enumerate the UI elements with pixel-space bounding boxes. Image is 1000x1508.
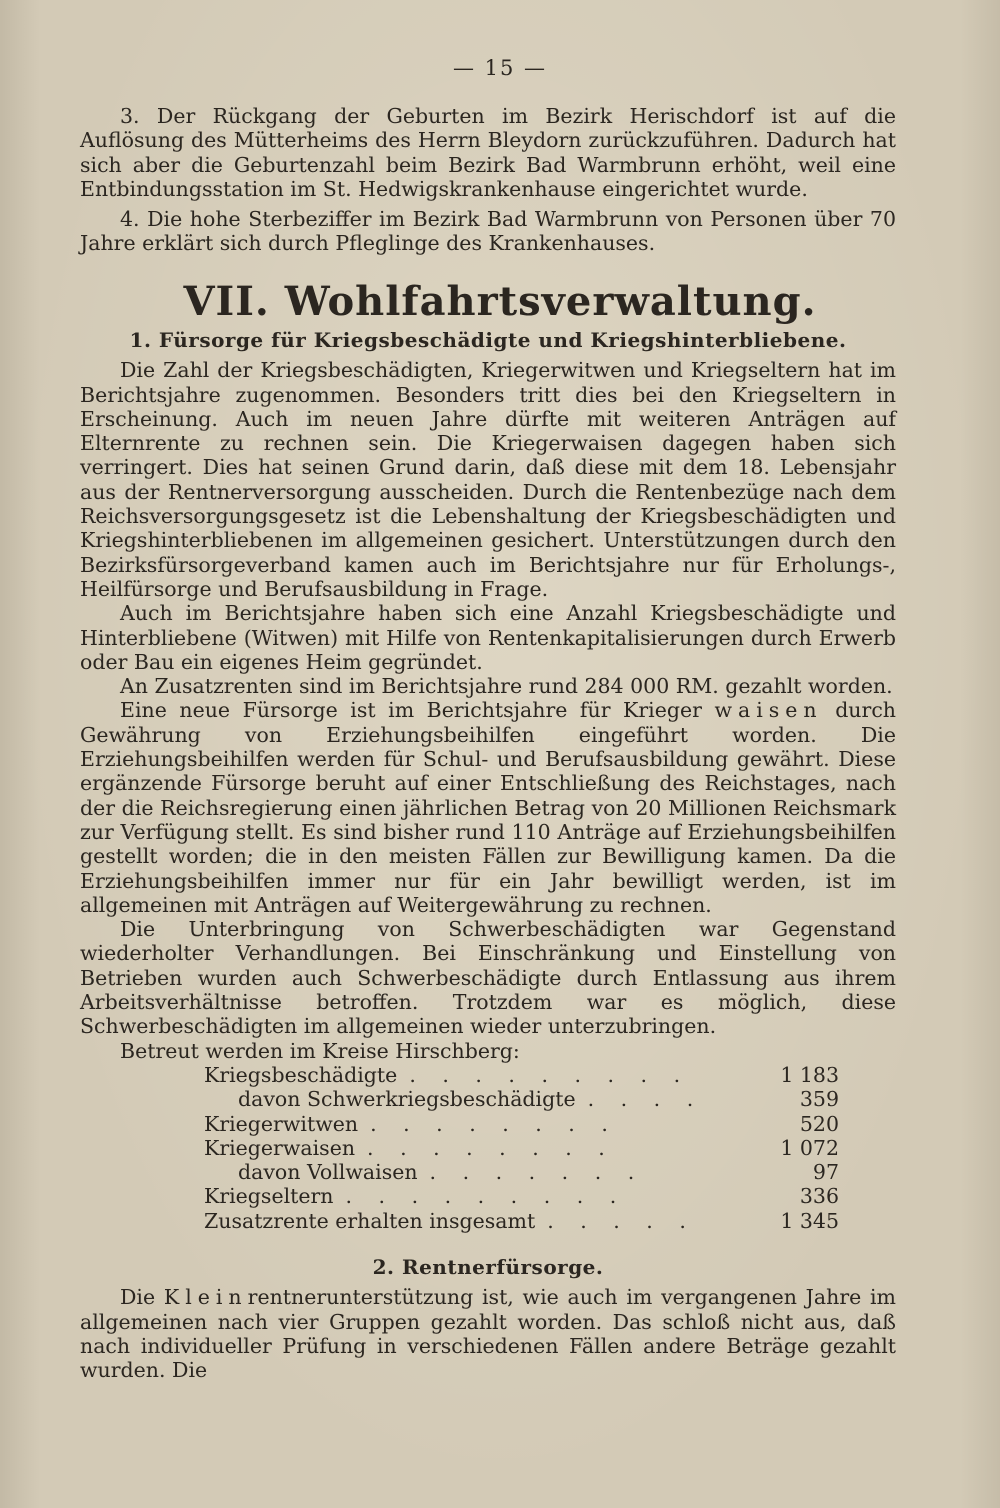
- row-label: Kriegsbeschädigte: [204, 1062, 398, 1087]
- row-value: 97: [812, 1160, 839, 1185]
- page-number: — 15 —: [452, 56, 548, 80]
- table-row: [204, 1136, 839, 1160]
- row-value: 336: [799, 1184, 839, 1209]
- row-label: Kriegseltern: [204, 1184, 334, 1209]
- row-label-cell: [204, 1160, 759, 1184]
- leader-dots: . . . .: [587, 1087, 704, 1112]
- statistics-table: [204, 1063, 839, 1233]
- leader-dots: . . . . . . . .: [370, 1111, 618, 1136]
- leader-dots: . . . . . . . . .: [345, 1184, 627, 1209]
- leader-dots: . . . . . . . . .: [409, 1062, 691, 1087]
- paragraph-3: 3. Der Rückgang der Geburten im Bezirk Herischdorf ist auf die Auflösung des Mütterheims des Herrn Bleydorn zurückzuführen. Dadurch hat sich aber die Geburtenzahl beim Bezirk Bad Warmbrunn erhöht, weil eine Entbindungsstation im St. Hedwigskrankenhause eingerichtet wurde.: [80, 104, 896, 201]
- emphasized-word: waisen: [714, 698, 823, 723]
- row-label-cell: [204, 1063, 759, 1087]
- paragraph-schwerbeschaedigte: Die Unterbringung von Schwerbeschädigten war Gegenstand wiederholter Verhandlungen. Bei Einschränkung und Einstellung von Betrieben wurden auch Schwerbeschädigte durch Entlassung aus ihrem Arbeitsverhältnisse betroffen. Trotzdem war es möglich, diese Schwerbeschädigten im allgemeinen wieder unterzubringen.: [80, 917, 896, 1039]
- leader-dots: . . . . . . .: [429, 1160, 645, 1185]
- row-value: 1 072: [780, 1135, 839, 1160]
- row-label: Kriegerwaisen: [204, 1135, 356, 1160]
- row-label-cell: [204, 1209, 759, 1233]
- row-value: 1 345: [780, 1208, 839, 1233]
- table-row: [204, 1063, 839, 1087]
- leader-dots: . . . . . . . .: [367, 1135, 615, 1160]
- top-paragraphs: [80, 104, 896, 256]
- row-label-cell: [204, 1087, 759, 1111]
- emphasized-word: Klein: [163, 1285, 248, 1310]
- table-row: [204, 1087, 839, 1111]
- row-label-cell: [204, 1112, 759, 1136]
- row-label-cell: [204, 1184, 759, 1208]
- row-label-cell: [204, 1136, 759, 1160]
- row-value: 1 183: [780, 1062, 839, 1087]
- paragraph-4: 4. Die hohe Sterbeziffer im Bezirk Bad Warmbrunn von Personen über 70 Jahre erklärt sich durch Pfleglinge des Krankenhauses.: [80, 207, 896, 256]
- chapter-title: VII. Wohlfahrtsverwaltung.: [183, 278, 817, 325]
- row-label: davon Schwerkriegsbeschädigte: [238, 1087, 576, 1112]
- row-label: Kriegerwitwen: [204, 1111, 359, 1136]
- table-row: [204, 1160, 839, 1184]
- leader-dots: . . . . .: [547, 1208, 696, 1233]
- row-label: Zusatzrente erhalten insgesamt: [204, 1208, 536, 1233]
- row-label: davon Vollwaisen: [238, 1160, 418, 1185]
- table-row: [204, 1184, 839, 1208]
- table-row: [204, 1209, 839, 1233]
- paragraph-zusatzrenten: An Zusatzrenten sind im Berichtsjahre rund 284 000 RM. gezahlt worden.: [120, 674, 893, 699]
- row-value: 359: [799, 1087, 839, 1112]
- section-1-title: 1. Fürsorge für Kriegsbeschädigte und Kriegshinterbliebene.: [129, 328, 847, 352]
- table-row: [204, 1112, 839, 1136]
- section-kriegsbeschaedigte: [80, 328, 896, 1382]
- paragraph-zahl: Die Zahl der Kriegsbeschädigten, Kriegerwitwen und Kriegseltern hat im Berichtsjahre zugenommen. Besonders tritt dies bei den Kriegseltern in Erscheinung. Auch im neuen Jahre dürfte mit weiteren Anträgen auf Elternrente zu rechnen sein. Die Kriegerwaisen dagegen haben sich verringert. Dies hat seinen Grund darin, daß diese mit dem 18. Lebensjahr aus der Rentnerversorgung ausscheiden. Durch die Rentenbezüge nach dem Reichsversorgungsgesetz ist die Lebenshaltung der Kriegsbeschädigten und Kriegshinterbliebenen im allgemeinen gesichert. Unterstützungen durch den Bezirksfürsorgeverband kamen auch im Berichtsjahre nur für Erholungs-, Heilfürsorge und Berufsausbildung in Frage.: [80, 358, 896, 601]
- paragraph-heim: Auch im Berichtsjahre haben sich eine Anzahl Kriegsbeschädigte und Hinterbliebene (Witwen) mit Hilfe von Rentenkapitalisierungen durch Erwerb oder Bau ein eigenes Heim gegründet.: [80, 601, 896, 674]
- paragraph-kleinrentner: Die Kleinrentnerunterstützung ist, wie auch im vergangenen Jahre im allgemeinen nach vier Gruppen gezahlt worden. Das schloß nicht aus, daß nach individueller Prüfung in verschiedenen Fällen andere Beträge gezahlt wurden. Die: [80, 1285, 896, 1383]
- table-intro: Betreut werden im Kreise Hirschberg:: [120, 1038, 520, 1063]
- paragraph-waisen: Eine neue Fürsorge ist im Berichtsjahre für Krieger waisen durch Gewährung von Erziehungsbeihilfen eingeführt worden. Die Erziehungsbeihilfen werden für Schul- und Berufsausbildung gewährt. Diese ergänzende Fürsorge beruht auf einer Entschließung des Reichstages, nach der die Reichsregierung einen jährlichen Betrag von 20 Millionen Reichsmark zur Verfügung stellt. Es sind bisher rund 110 Anträge auf Erziehungsbeihilfen gestellt worden; die in den meisten Fällen zur Bewilligung kamen. Da die Erziehungsbeihilfen immer nur für ein Jahr bewilligt werden, ist im allgemeinen mit Anträgen auf Weitergewährung zu rechnen.: [80, 698, 896, 917]
- section-2-title: 2. Rentnerfürsorge.: [372, 1254, 604, 1279]
- row-value: 520: [799, 1111, 839, 1136]
